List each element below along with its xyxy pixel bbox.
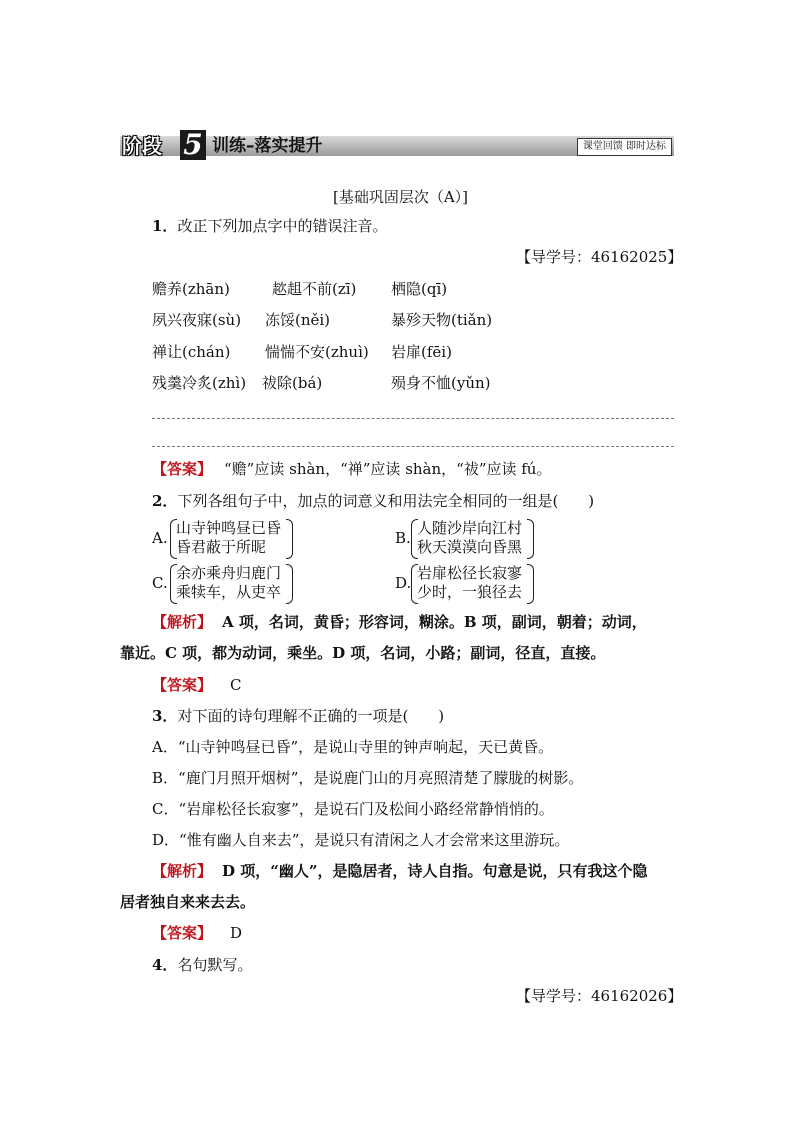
option-line: 人随沙岸向江村 [417,519,523,537]
stage-label: 阶段 [122,134,162,158]
answer-blank-line [152,446,674,447]
stage-number: 5 [180,130,206,160]
question-text: 改正下列加点字中的错误注音。 [177,217,388,235]
question-text: 名句默写。 [177,956,253,974]
pinyin-item: 栖隐(qī) [391,280,448,298]
option-c[interactable] [152,564,302,604]
analysis-row [152,861,648,881]
option-letter: A. [152,529,168,547]
pinyin-item: 惴惴不安(zhuì) [265,343,369,361]
analysis-label: 【解析】 [152,862,213,880]
question-number: 4． [152,956,178,974]
option-line: 少时，一狼径去 [417,583,523,601]
pinyin-item: 禅让(chán) [152,343,231,361]
option-line: 余亦乘舟归鹿门 [176,564,282,582]
option-b[interactable] [395,519,545,559]
option-line: 昏君蔽于所昵 [176,538,267,556]
answer-blank-line [152,418,674,419]
answer-row [152,923,242,943]
analysis-label: 【解析】 [152,613,213,631]
pinyin-item: 暴殄天物(tiǎn) [391,311,493,329]
question-text: 下列各组句子中，加点的词意义和用法完全相同的一组是( ) [177,492,595,510]
question-number: 2． [152,492,178,510]
option-a[interactable]: A．“山寺钟鸣昼已昏”，是说山寺里的钟声响起，天已黄昏。 [152,738,554,756]
option-d[interactable]: D．“惟有幽人自来去”，是说只有清闲之人才会常来这里游玩。 [152,831,570,849]
question-3 [152,706,444,726]
analysis-text: D 项，“幽人”，是隐居者，诗人自指。句意是说，只有我这个隐 [222,862,648,880]
question-number: 3． [152,707,178,725]
answer-label: 【答案】 [152,676,213,694]
right-brace [286,519,293,559]
answer-text: D [230,924,243,942]
right-brace [286,564,293,604]
guide-number: 【导学号：46162026】 [516,987,683,1005]
stage-banner [120,128,674,161]
option-line: 山寺钟鸣昼已昏 [176,519,282,537]
pinyin-item: 夙兴夜寐(sù) [152,311,242,329]
guide-number: 【导学号：46162025】 [516,248,683,266]
analysis-text: A 项，名词，黄昏；形容词，糊涂。B 项，副词，朝着；动词， [222,613,647,631]
banner-tag: 课堂回馈 即时达标 [577,138,672,156]
pinyin-item: 祓除(bá) [262,374,323,392]
analysis-text-continued: 靠近。C 项，都为动词，乘坐。D 项，名词，小路；副词，径直，直接。 [120,644,606,662]
option-line: 乘犊车，从吏卒 [176,583,282,601]
option-line: 岩扉松径长寂寥 [417,564,523,582]
question-1 [152,216,387,236]
answer-label: 【答案】 [152,460,213,478]
answer-text: C [230,676,242,694]
pinyin-item: 岩扉(fēi) [391,343,452,361]
answer-text: “赡”应读 shàn，“禅”应读 shàn，“祓”应读 fú。 [224,460,552,478]
analysis-row [152,612,647,632]
right-brace [527,519,534,559]
option-a[interactable] [152,519,302,559]
option-line: 秋天漠漠向昏黑 [417,538,523,556]
option-letter: D. [395,574,412,592]
pinyin-item: 赡养(zhān) [152,280,230,298]
answer-label: 【答案】 [152,924,213,942]
right-brace [527,564,534,604]
question-number: 1． [152,217,178,235]
banner-heading: 训练–落实提升 [212,136,323,156]
section-title: [基础巩固层次（A）] [333,188,469,206]
option-letter: C. [152,574,168,592]
option-b[interactable]: B．“鹿门月照开烟树”，是说鹿门山的月亮照清楚了朦胧的树影。 [152,769,584,787]
pinyin-item: 残羹冷炙(zhì) [152,374,247,392]
answer-row [152,459,551,479]
pinyin-item: 趑趄不前(zī) [272,280,357,298]
option-d[interactable] [395,564,545,604]
question-4 [152,955,252,975]
answer-row [152,675,242,695]
question-2 [152,491,594,511]
pinyin-item: 殒身不恤(yǔn) [391,374,491,392]
question-text: 对下面的诗句理解不正确的一项是( ) [177,707,445,725]
option-letter: B. [395,529,411,547]
analysis-text-continued: 居者独自来来去去。 [120,893,256,911]
pinyin-item: 冻馁(něi) [265,311,331,329]
option-c[interactable]: C．“岩扉松径长寂寥”，是说石门及松间小路经常静悄悄的。 [152,800,554,818]
